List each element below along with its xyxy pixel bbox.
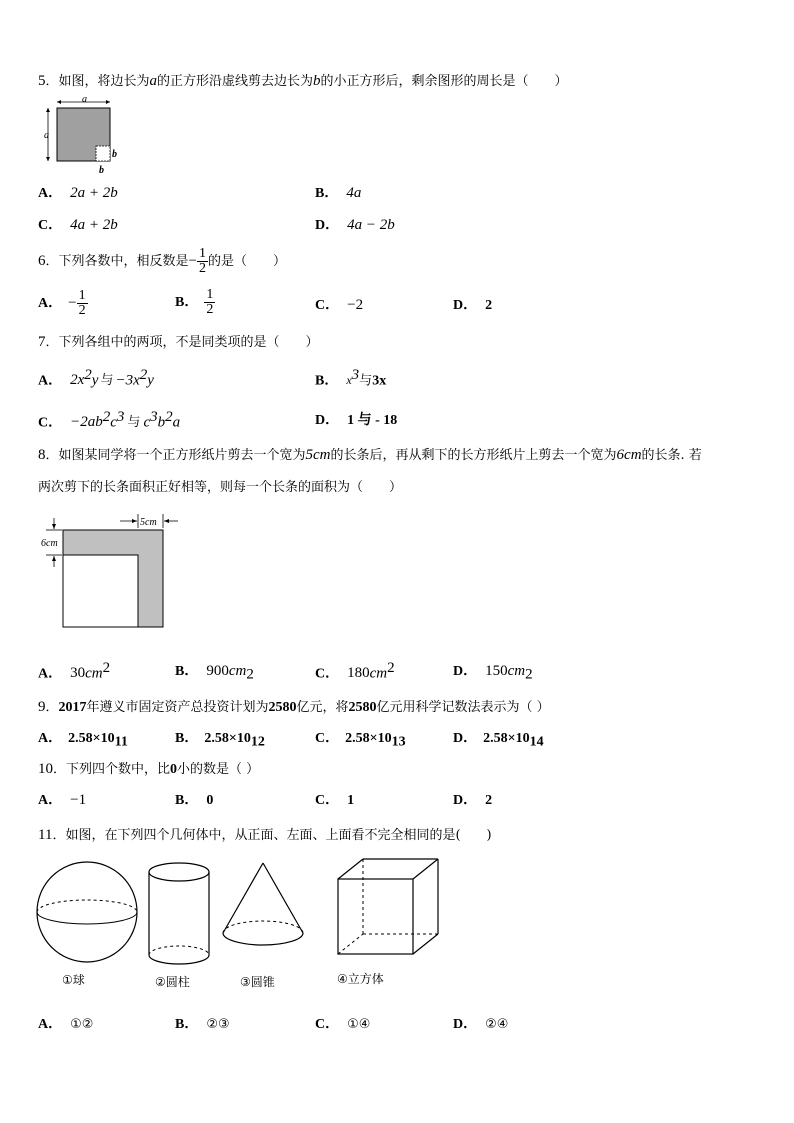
option-c[interactable] [315, 294, 363, 314]
numerator: 1 [206, 287, 214, 302]
denominator: 2 [198, 261, 206, 276]
option-label: D． [453, 664, 478, 679]
option-b[interactable] [315, 367, 386, 389]
sphere-equator-front [37, 912, 137, 924]
option-a[interactable] [38, 660, 110, 682]
exponent: 2 [84, 367, 92, 383]
option-value: 4a [346, 185, 362, 201]
stem-text: 的是（ ） [207, 254, 286, 269]
variable-a: a [149, 73, 158, 89]
exponent: 13 [391, 734, 406, 750]
connector: 与 [127, 415, 141, 431]
option-label: A． [38, 666, 63, 682]
cube-hidden-edge [338, 934, 363, 954]
minus-sign: − [68, 295, 77, 311]
cylinder-bottom-front [149, 955, 209, 964]
caption-cube: ④立方体 [337, 972, 384, 986]
option-label: D． [453, 298, 478, 313]
number: 0 [170, 762, 178, 777]
stem-text: 的长条后，再从剩下的长方形纸片上剪去一个宽为 [330, 448, 617, 463]
option-a[interactable] [38, 286, 88, 321]
option-label: D． [453, 793, 478, 808]
option-value: 2a + 2b [70, 185, 118, 201]
option-value: 4a + 2b [70, 217, 118, 233]
exponent: 14 [529, 734, 544, 750]
option-label: A． [38, 1017, 63, 1032]
caption-sphere: ①球 [62, 973, 85, 987]
fraction [204, 288, 215, 317]
option-label: B． [175, 1017, 199, 1032]
stem-text: 小的数是（ ） [177, 762, 260, 777]
exponent: 3 [116, 409, 125, 425]
option-value: 30 [70, 665, 86, 682]
option-d[interactable] [315, 409, 397, 429]
option-b[interactable] [175, 286, 215, 320]
cone-side [263, 863, 303, 933]
question-11-stem [38, 824, 492, 844]
option-value: −2 [347, 297, 364, 313]
option-label: B． [315, 373, 339, 389]
fig-label-a: a [44, 130, 49, 141]
question-9-stem: 9．2017年遵义市固定资产总投资计划为2580亿元，将2580亿元用科学记数法表示为（ ） [38, 699, 550, 715]
exponent: 12 [250, 734, 265, 750]
option-label: A． [38, 296, 63, 311]
measure: 6cm [616, 447, 642, 463]
arrow-head [46, 157, 50, 161]
question-number: 8 [38, 447, 46, 463]
stem-text: 两次剪下的长条面积正好相等，则每一个长条的面积为（ ） [38, 480, 403, 495]
option-label: C． [38, 218, 63, 233]
sphere-outline [37, 862, 137, 962]
option-label: A． [38, 731, 63, 746]
option-d[interactable] [315, 214, 395, 234]
exponent: 3 [351, 367, 360, 383]
option-value: ①④ [347, 1017, 371, 1032]
option-a[interactable] [38, 367, 154, 389]
question-8-stem-line-2 [38, 476, 402, 495]
option-b[interactable] [175, 1013, 230, 1033]
option-c[interactable] [315, 660, 395, 682]
option-value: −1 [70, 792, 87, 808]
denominator: 2 [206, 302, 214, 317]
cube-edge [413, 859, 438, 879]
option-b[interactable] [175, 727, 265, 751]
stem-text: 亿元用科学记数法表示为（ ） [376, 700, 550, 715]
cube-front-face [338, 879, 413, 954]
exponent: 2 [387, 660, 395, 676]
stem-text: 的正方形沿虚线剪去边长为 [157, 74, 314, 89]
stem-text: ．下列各数中，相反数是 [45, 254, 189, 269]
fig-label-5cm: 5cm [140, 517, 157, 528]
option-label: D． [315, 413, 340, 428]
option-c[interactable] [38, 214, 118, 234]
term: y [91, 372, 99, 389]
option-value: ②③ [206, 1017, 230, 1032]
connector: 与 [359, 373, 373, 389]
option-a[interactable] [38, 1013, 93, 1033]
question-10-stem [38, 758, 259, 778]
number: 2580 [268, 700, 297, 715]
option-label: A． [38, 373, 63, 389]
cylinder-figure [149, 863, 209, 964]
question-5-figure [40, 94, 130, 176]
option-label: A． [38, 793, 63, 808]
exponent: 2 [139, 367, 148, 383]
stem-text: 年遵义市固定资产总投资计划为 [86, 700, 269, 715]
option-label: B． [175, 295, 199, 310]
cube-edge [338, 859, 363, 879]
minus-sign: − [188, 253, 197, 269]
option-value: 2 [485, 298, 493, 313]
fig-label-a: a [82, 94, 87, 105]
question-8-stem-line-1 [38, 444, 702, 464]
exponent: 11 [114, 734, 128, 750]
fig-label-b: b [99, 165, 104, 176]
option-value: 2.58×10 [68, 731, 115, 746]
sphere-equator-back [37, 900, 137, 912]
option-label: B． [175, 793, 199, 808]
question-5-stem [38, 70, 568, 90]
option-c[interactable] [315, 789, 354, 809]
option-value: ②④ [485, 1017, 509, 1032]
denominator: 2 [78, 303, 86, 318]
option-label: A． [38, 186, 63, 201]
term: y [147, 372, 154, 389]
option-d[interactable] [453, 660, 533, 684]
term: x [346, 373, 352, 388]
unit: cm [85, 665, 103, 682]
option-label: C． [315, 731, 340, 746]
arrow-head [106, 100, 110, 104]
option-value: 1 与 - 18 [347, 413, 398, 428]
question-number: 7 [38, 334, 46, 350]
unit: cm [228, 663, 247, 679]
exponent: 2 [246, 666, 254, 683]
option-value: 4a − 2b [347, 217, 395, 233]
cube-figure [338, 859, 438, 954]
option-label: D． [315, 218, 340, 233]
caption-cylinder: ②圆柱 [155, 975, 190, 989]
stem-text: ．如图，在下列四个几何体中，从正面、左面、上面看不完全相同的是( ) [52, 828, 492, 843]
option-value: ①② [70, 1017, 94, 1032]
cylinder-bottom-back [149, 946, 209, 955]
caption-cone: ③圆锥 [240, 975, 275, 989]
stem-text: ．如图某同学将一个正方形纸片剪去一个宽为 [45, 448, 306, 463]
option-d[interactable] [453, 1013, 508, 1033]
stem-text: 的长条. 若 [641, 448, 702, 463]
option-b[interactable] [315, 182, 361, 202]
option-d[interactable] [453, 727, 544, 751]
exponent: 2 [102, 660, 111, 676]
option-c[interactable] [315, 1013, 370, 1033]
question-number: 10 [38, 761, 53, 777]
option-value: 180 [347, 665, 370, 682]
option-value: 2.58×10 [345, 731, 392, 746]
option-value: 2 [485, 793, 493, 808]
numerator: 1 [198, 246, 206, 261]
arrow-head [46, 108, 50, 112]
number: 2580 [348, 700, 377, 715]
option-d[interactable] [453, 294, 492, 314]
cone-figure [223, 863, 303, 945]
connector: 与 [100, 373, 114, 389]
fraction [197, 247, 208, 276]
cut-square [96, 146, 110, 161]
arrow-head [57, 100, 61, 104]
cube-edge [413, 934, 438, 954]
question-number: 9 [38, 699, 46, 715]
option-label: D． [453, 1017, 478, 1032]
exponent: 2 [102, 409, 111, 425]
cylinder-top [149, 863, 209, 881]
question-number: 5 [38, 73, 46, 89]
question-number: 11 [38, 827, 53, 843]
option-value: 2.58×10 [204, 731, 251, 746]
arrow-head [52, 524, 56, 529]
year: 2017 [58, 700, 87, 715]
stem-text: 亿元，将 [296, 700, 349, 715]
stem-text: ．下列四个数中，比 [53, 762, 171, 777]
option-d[interactable] [453, 789, 492, 809]
unit: cm [369, 665, 388, 682]
unit: cm [507, 663, 526, 679]
option-c[interactable] [315, 727, 406, 751]
question-8-figure [40, 510, 180, 632]
option-value: 0 [206, 793, 214, 808]
stem-text: ．如图，将边长为 [45, 74, 150, 89]
option-b[interactable] [175, 789, 213, 809]
option-label: B． [315, 186, 339, 201]
option-b[interactable] [175, 660, 254, 684]
question-6-stem [38, 244, 286, 279]
arrow-head [52, 556, 56, 561]
option-label: D． [453, 731, 478, 746]
arrow-head [132, 519, 137, 523]
term: a [172, 414, 181, 431]
question-7-stem [38, 331, 319, 351]
cone-base-back [223, 921, 303, 933]
sphere-figure [37, 862, 137, 962]
cone-base-front [223, 933, 303, 945]
term: −3x [115, 372, 140, 389]
exponent: 3 [150, 409, 158, 425]
stem-text: ．下列各组中的两项，不是同类项的是（ ） [45, 335, 319, 350]
option-label: B． [175, 664, 199, 679]
option-label: C． [38, 415, 63, 431]
fig-label-6cm: 6cm [41, 538, 58, 549]
option-a[interactable] [38, 727, 128, 751]
option-value: 900 [206, 663, 229, 679]
option-c[interactable] [38, 409, 180, 431]
term: −2ab [70, 414, 103, 431]
exponent: 2 [525, 666, 533, 683]
option-label: C． [315, 1017, 340, 1032]
term: b [157, 414, 166, 431]
stem-text: 的小正方形后，剩余图形的周长是（ ） [320, 74, 568, 89]
option-label: C． [315, 666, 340, 682]
fraction [77, 289, 88, 318]
option-a[interactable] [38, 789, 86, 809]
option-value: 2.58×10 [483, 731, 530, 746]
measure: 5cm [305, 447, 331, 463]
option-value: 150 [485, 663, 508, 679]
term: 2x [70, 372, 85, 389]
term: c [110, 414, 117, 431]
question-number: 6 [38, 253, 46, 269]
option-label: B． [175, 731, 199, 746]
fig-label-b: b [112, 149, 117, 160]
term: 3x [372, 373, 387, 389]
arrow-head [164, 519, 169, 523]
exponent: 2 [165, 409, 173, 425]
remaining-rectangle [63, 555, 138, 627]
numerator: 1 [78, 288, 86, 303]
option-a[interactable] [38, 182, 118, 202]
variable-b: b [313, 73, 321, 89]
term: c [143, 414, 151, 431]
option-label: C． [315, 298, 340, 313]
option-value: 1 [347, 793, 355, 808]
option-label: C． [315, 793, 340, 808]
